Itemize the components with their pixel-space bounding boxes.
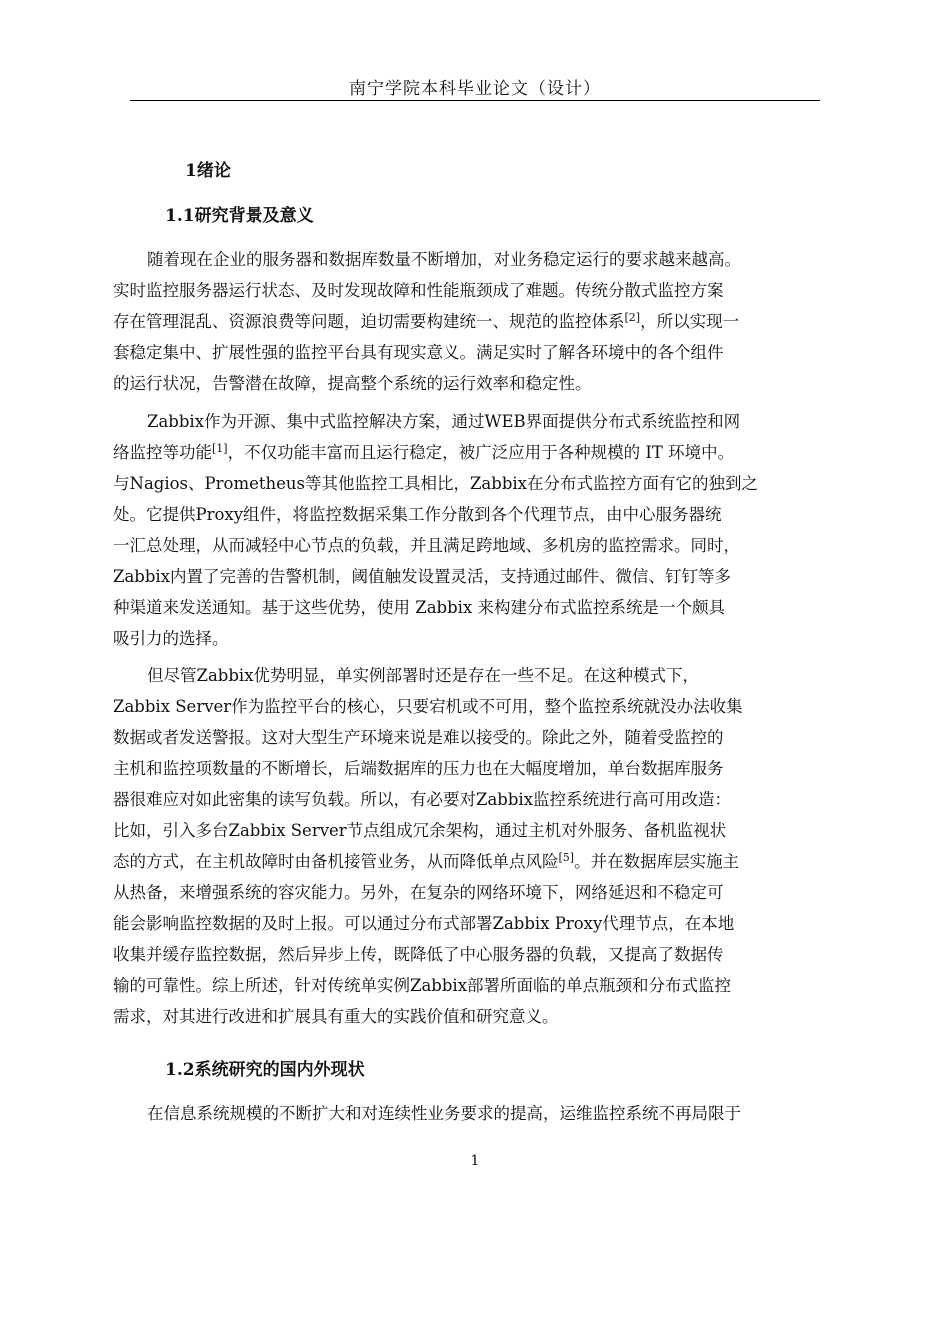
text-line: Zabbix内置了完善的告警机制，阈值触发设置灵活，支持通过邮件、微信、钉钉等多 (113, 567, 732, 586)
text-line: 处。它提供Proxy组件，将监控数据采集工作分散到各个代理节点，由中心服务器统 (113, 505, 722, 524)
page-number: 1 (470, 1153, 480, 1169)
text-line (113, 437, 837, 468)
text-line: Zabbix Server作为监控平台的核心，只要宕机或不可用，整个监控系统就没办法收集 (113, 697, 743, 716)
text-line: 随着现在企业的服务器和数据库数量不断增加，对业务稳定运行的要求越来越高。 (147, 250, 741, 269)
paragraph-1 (113, 244, 837, 399)
citation-ref: [5] (558, 851, 575, 864)
text-line: 一汇总处理，从而减轻中心节点的负载，并且满足跨地域、多机房的监控需求。同时， (113, 536, 740, 555)
text-run: 存在管理混乱、资源浪费等问题，迫切需要构建统一、规范的监控体系 (113, 312, 625, 331)
text-line: 从热备，来增强系统的容灾能力。另外，在复杂的网络环境下，网络延迟和不稳定可 (113, 883, 724, 902)
citation-ref: [1] (212, 442, 228, 455)
text-line: Zabbix作为开源、集中式监控解决方案，通过WEB界面提供分布式系统监控和网 (147, 412, 741, 431)
paragraph-4 (113, 1098, 837, 1129)
text-run: 。并在数据库层实施主 (574, 852, 740, 871)
text-run: ，不仅功能丰富而且运行稳定，被广泛应用于各种规模的 IT 环境中。 (227, 443, 735, 462)
text-line: 比如，引入多台Zabbix Server节点组成冗余架构，通过主机对外服务、备机监视状 (113, 821, 727, 840)
running-header: 南宁学院本科毕业论文（设计） (349, 79, 601, 99)
paragraph-2 (113, 406, 837, 654)
section-heading-1-1: 1.1研究背景及意义 (165, 206, 314, 226)
paragraph-3 (113, 660, 837, 1032)
text-line: 数据或者发送警报。这对大型生产环境来说是难以接受的。除此之外，随着受监控的 (113, 728, 724, 747)
text-line: 种渠道来发送通知。基于这些优势，使用 Zabbix 来构建分布式监控系统是一个颇具 (113, 598, 725, 617)
text-line: 在信息系统规模的不断扩大和对连续性业务要求的提高，运维监控系统不再局限于 (147, 1104, 741, 1123)
text-line: 收集并缓存监控数据，然后异步上传，既降低了中心服务器的负载，又提高了数据传 (113, 945, 724, 964)
text-line: 能会影响监控数据的及时上报。可以通过分布式部署Zabbix Proxy代理节点，在本地 (113, 914, 735, 933)
chapter-heading: 1绪论 (185, 161, 231, 181)
text-line: 与Nagios、Prometheus等其他监控工具相比，Zabbix在分布式监控方面有它的独到之 (113, 474, 758, 493)
text-run: 络监控等功能 (113, 443, 212, 462)
section-heading-1-2: 1.2系统研究的国内外现状 (165, 1060, 365, 1080)
text-run: 态的方式，在主机故障时由备机接管业务，从而降低单点风险 (113, 852, 559, 871)
text-line (113, 306, 837, 337)
text-line: 的运行状况，告警潜在故障，提高整个系统的运行效率和稳定性。 (113, 374, 592, 393)
text-line: 需求，对其进行改进和扩展具有重大的实践价值和研究意义。 (113, 1007, 559, 1026)
text-line: 输的可靠性。综上所述，针对传统单实例Zabbix部署所面临的单点瓶颈和分布式监控 (113, 976, 732, 995)
text-line: 吸引力的选择。 (113, 629, 229, 648)
text-line: 实时监控服务器运行状态、及时发现故障和性能瓶颈成了难题。传统分散式监控方案 (113, 281, 724, 300)
text-line: 套稳定集中、扩展性强的监控平台具有现实意义。满足实时了解各环境中的各个组件 (113, 343, 724, 362)
text-line (113, 846, 837, 877)
text-line: 主机和监控项数量的不断增长，后端数据库的压力也在大幅度增加，单台数据库服务 (113, 759, 724, 778)
text-run: ，所以实现一 (640, 312, 740, 331)
text-line: 但尽管Zabbix优势明显，单实例部署时还是存在一些不足。在这种模式下， (147, 666, 700, 685)
header-divider (130, 100, 820, 101)
text-line: 器很难应对如此密集的读写负载。所以，有必要对Zabbix监控系统进行高可用改造： (113, 790, 732, 809)
citation-ref: [2] (624, 311, 641, 324)
